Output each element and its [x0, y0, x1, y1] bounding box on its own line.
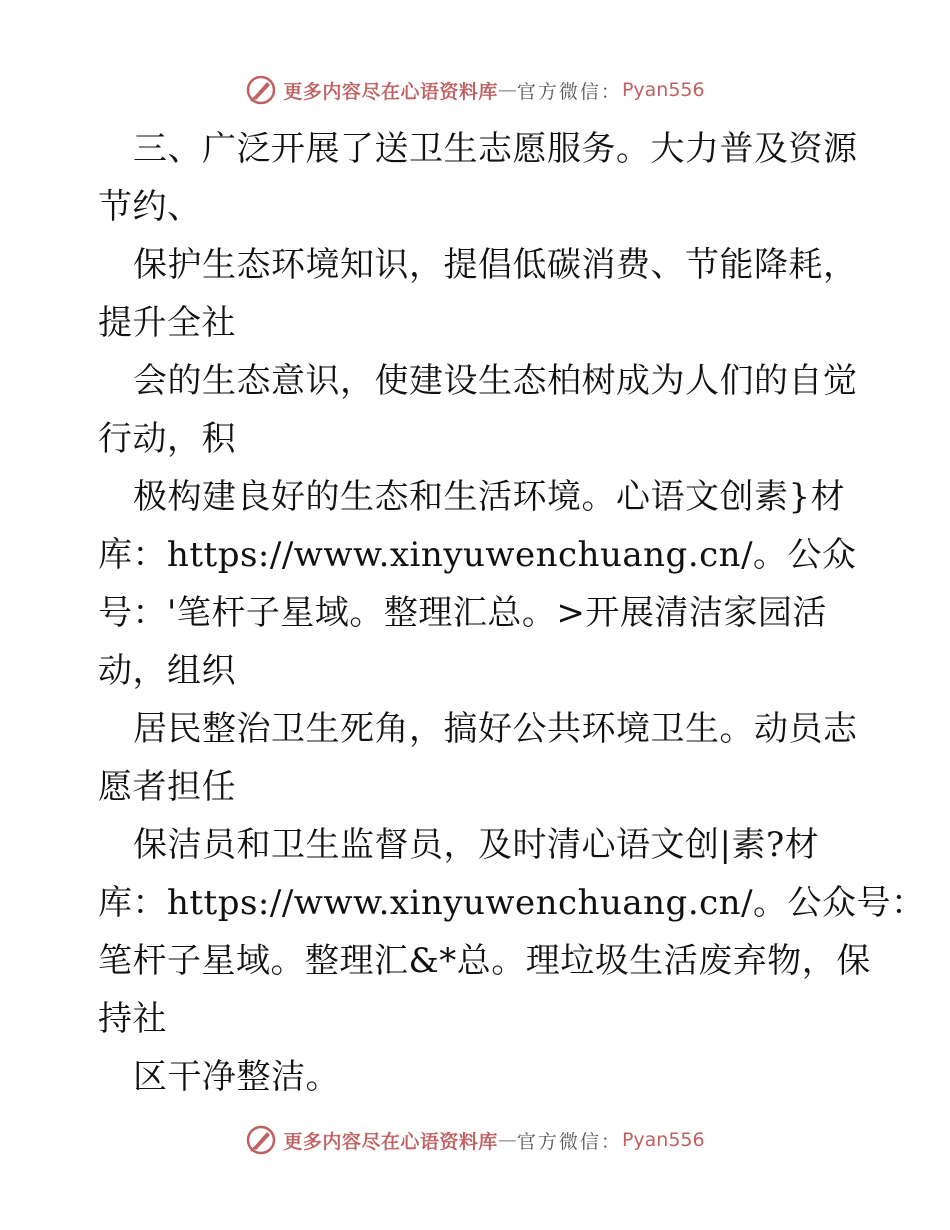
- text-line: 动，组织: [98, 651, 236, 691]
- banner-wechat-id: Pyan556: [621, 1129, 705, 1151]
- text-line: 库：https://www.xinyuwenchuang.cn/。公众号：: [98, 883, 926, 923]
- banner-main-text: 更多内容尽在心语资料库: [283, 1130, 498, 1153]
- banner-label: 官方微信：: [516, 1130, 622, 1153]
- text-line: 保护生态环境知识，提倡低碳消费、节能降耗，: [133, 245, 858, 285]
- text-line: 提升全社: [98, 303, 236, 343]
- text-line: 三、广泛开展了送卫生志愿服务。大力普及资源: [133, 129, 858, 169]
- quill-logo-icon: [245, 1124, 277, 1156]
- banner-main-text: 更多内容尽在心语资料库: [283, 80, 498, 103]
- text-line: 号：'笔杆子星域。整理汇总。>开展清洁家园活: [98, 593, 827, 633]
- quill-logo-icon: [245, 74, 277, 106]
- text-line: 区干净整洁。: [133, 1057, 340, 1097]
- banner-separator: —: [497, 79, 517, 101]
- footer-banner: [0, 1122, 950, 1158]
- text-line: 极构建良好的生态和生活环境。心语文创素}材: [133, 477, 846, 517]
- header-banner: [0, 72, 950, 108]
- text-line: 会的生态意识，使建设生态柏树成为人们的自觉: [133, 361, 858, 401]
- text-line: 持社: [98, 999, 167, 1039]
- banner-separator: —: [497, 1129, 517, 1151]
- banner-wechat-id: Pyan556: [621, 79, 705, 101]
- text-line: 愿者担任: [98, 767, 236, 807]
- text-line: 保洁员和卫生监督员，及时清心语文创|素?材: [133, 825, 820, 865]
- text-line: 节约、: [98, 187, 202, 227]
- banner-label: 官方微信：: [516, 80, 622, 103]
- text-line: 行动，积: [98, 419, 236, 459]
- text-line: 笔杆子星域。整理汇&*总。理垃圾生活废弃物，保: [98, 941, 871, 981]
- text-line: 库：https://www.xinyuwenchuang.cn/。公众: [98, 535, 857, 575]
- text-line: 居民整治卫生死角，搞好公共环境卫生。动员志: [133, 709, 858, 749]
